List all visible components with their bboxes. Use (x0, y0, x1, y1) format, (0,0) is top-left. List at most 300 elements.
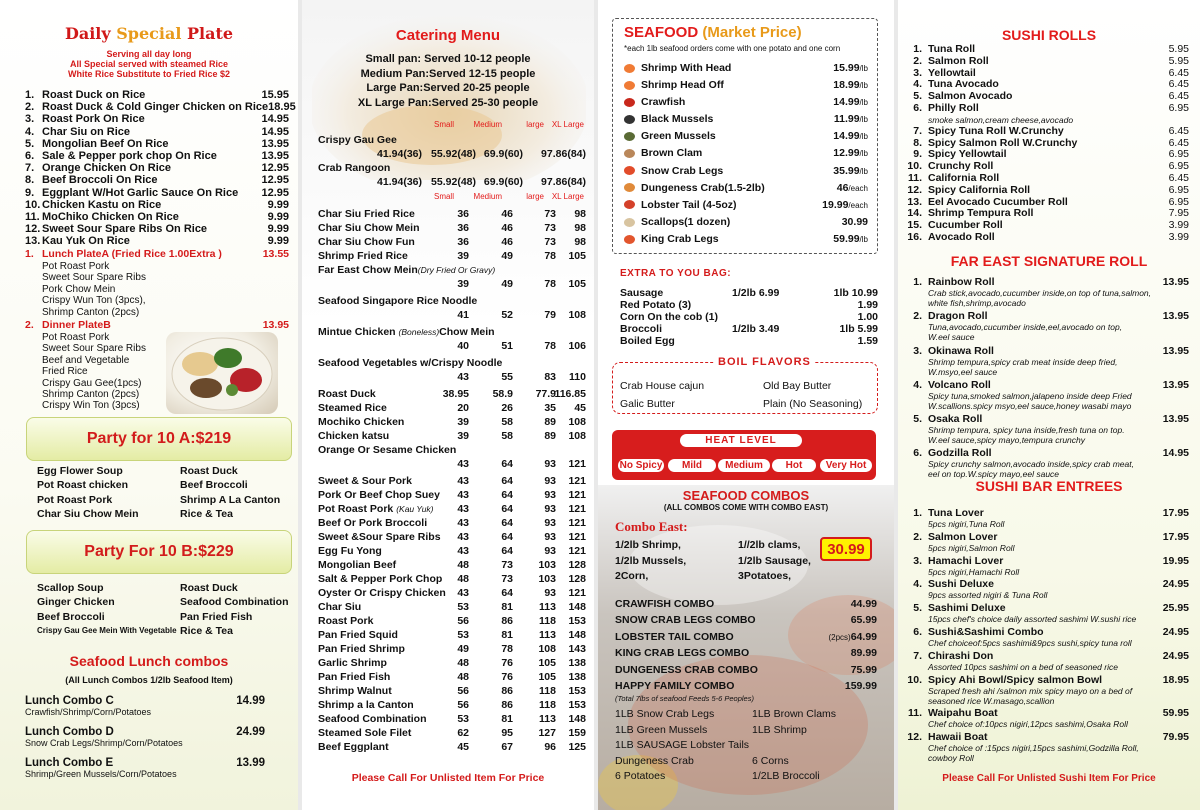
lunch-combo (25, 695, 291, 726)
catering-item-name (318, 530, 441, 544)
catering-price: 64 (501, 503, 513, 515)
dinnerB-header-left (25, 319, 111, 332)
lunch-combo-price: 24.99 (236, 726, 265, 738)
seafood-item-left (624, 111, 713, 128)
size-headers-1 (302, 120, 594, 130)
roll-desc: smoke salmon,cream cheese,avocado (928, 114, 1074, 125)
catering-item-label: Pan Fried Fish (318, 671, 391, 683)
catering-price: 93 (544, 458, 556, 470)
daily-special-panel (0, 0, 298, 810)
party-item: Beef Broccoli (180, 479, 248, 492)
sig-item (905, 447, 1189, 479)
special-item-left (25, 174, 158, 186)
roll-number: 10. (907, 160, 922, 173)
roll-name: Salmon Avocado (928, 90, 1013, 103)
sig-price: 14.95 (1162, 447, 1189, 460)
rangoon-price: 41.94(36) (377, 176, 422, 188)
catering-price: 43 (457, 517, 469, 529)
item-name: Roast Duck & Cold Ginger Chicken on Rice (42, 101, 269, 114)
item-name: Sale & Pepper pork chop On Rice (42, 149, 217, 162)
roll-price: 7.95 (1168, 207, 1189, 220)
party-b-left-list (37, 581, 177, 639)
combo-price: 64.99 (850, 630, 877, 643)
roll-name: Spicy California Roll (928, 183, 1031, 196)
sig-name: Dragon Roll (928, 310, 988, 323)
roll-price: 6.45 (1168, 78, 1189, 91)
bar-desc: seasoned rice W.masago,scallion (928, 695, 1055, 706)
seafood-item-left (624, 145, 702, 162)
bar-number: 12. (907, 731, 922, 744)
catering-price: 93 (544, 531, 556, 543)
item-name: Beef Broccoli On Rice (42, 174, 158, 187)
catering-price: 103 (538, 559, 556, 571)
lunch-combo (25, 757, 291, 788)
catering-price: 53 (457, 713, 469, 725)
roll-name: Philly Roll (928, 101, 979, 114)
catering-price: 125 (568, 741, 586, 753)
catering-price: 89 (544, 416, 556, 428)
catering-item-label: Seafood Vegetables w/Crispy Noodle (318, 357, 503, 369)
sig-item (905, 276, 1189, 308)
roll-number: 9. (913, 148, 922, 161)
combo-line: 6 Corns (752, 754, 789, 767)
bar-desc: Chef choiceof:5pcs sashimi&9pcs sushi,spicy tuna roll (928, 637, 1132, 648)
catering-price: 98 (574, 236, 586, 248)
extra-name: Boiled Egg (620, 335, 675, 347)
special-item-left (25, 187, 238, 199)
roll-number: 11. (907, 171, 922, 184)
roll-number: 2. (913, 54, 922, 67)
heat-title: HEAT LEVEL (680, 434, 802, 447)
catering-price: 116.85 (554, 388, 586, 400)
seafood-icon (624, 98, 635, 107)
combo-price-wrap (845, 678, 877, 695)
roll-name: Tuna Avocado (928, 78, 999, 91)
combo-line: 3Potatoes, (738, 570, 792, 582)
catering-price: 64 (501, 458, 513, 470)
combo-name: LOBSTER TAIL COMBO (615, 630, 734, 643)
special-item (25, 162, 289, 174)
catering-price: 49 (457, 643, 469, 655)
combo-price-wrap (851, 645, 877, 662)
bar-number: 11. (907, 707, 922, 720)
catering-price: 121 (568, 517, 586, 529)
bar-price: 17.95 (1162, 530, 1189, 543)
catering-price: 118 (539, 685, 556, 697)
combo-price: 65.99 (850, 614, 877, 627)
bar-number: 1. (913, 507, 922, 519)
catering-price: 121 (568, 531, 586, 543)
seafood-name: Lobster Tail (4-5oz) (641, 198, 737, 211)
combo-line: 1LB Snow Crab Legs (615, 708, 715, 720)
catering-item-name (318, 684, 392, 698)
roll-name: Salmon Roll (928, 54, 989, 67)
bar-item (905, 626, 1189, 648)
bar-row (905, 626, 1189, 638)
party-item: Char Siu Chow Mein (37, 508, 139, 521)
catering-price: 118 (539, 615, 556, 627)
catering-price: 110 (569, 371, 586, 383)
catering-price: 73 (544, 236, 556, 248)
roll-number: 7. (913, 124, 922, 137)
seafood-name: Dungeness Crab(1.5-2lb) (641, 181, 765, 194)
catering-price: 93 (544, 517, 556, 529)
item-number: 4. (25, 125, 35, 138)
combos-title: SEAFOOD COMBOS (682, 488, 810, 503)
special-subtitle-3: White Rice Substitute to Fried Rice $2 (67, 69, 231, 79)
lunchA-number: 1. (25, 248, 34, 260)
catering-item-name (318, 558, 396, 572)
heat-level-2: Medium (718, 459, 770, 472)
sushi-bar-title: SUSHI BAR ENTREES (975, 478, 1123, 494)
catering-item-label: Pot Roast Pork (318, 503, 397, 515)
seafood-price-wrap (842, 214, 868, 231)
party-item: Pan Fried Fish (180, 610, 253, 623)
gaugee-price: 97.86(84) (541, 148, 586, 160)
combo-line: 1/2lb Mussels, (615, 554, 687, 567)
item-price: 9.99 (267, 235, 289, 248)
bar-price: 24.95 (1162, 625, 1189, 638)
combo-line: 6 Potatoes (615, 770, 666, 782)
catering-price: 81 (501, 601, 513, 613)
combos-sub: (ALL COMBOS COME WITH COMBO EAST) (663, 503, 829, 512)
lunch-combo (25, 726, 291, 757)
item-number: 6. (25, 149, 35, 162)
seafood-icon (624, 64, 635, 73)
catering-price: 46 (501, 236, 513, 248)
seafood-price-wrap (833, 163, 868, 180)
catering-price: 43 (457, 475, 469, 487)
seafood-item-left (624, 214, 730, 231)
party-item: Scallop Soup (37, 582, 104, 594)
catering-item-label: Seafood Singapore Rice Noodle (318, 295, 478, 307)
catering-item-label: Char Siu Chow Mein (318, 222, 420, 234)
special-item-left (25, 138, 169, 150)
seafood-item (624, 128, 868, 145)
party-item: Beef Broccoli (37, 610, 105, 623)
seafood-item (624, 231, 868, 248)
rangoon-name: Crab Rangoon (318, 162, 391, 174)
catering-item-label: Beef Or Pork Broccoli (318, 517, 428, 529)
special-item (25, 89, 289, 101)
catering-price: 43 (457, 503, 469, 515)
roll-price: 6.95 (1168, 160, 1189, 173)
bar-price: 25.95 (1162, 602, 1189, 615)
lunch-combo-price: 13.99 (236, 757, 265, 769)
roll-name: Spicy Salmon Roll W.Crunchy (928, 136, 1078, 149)
seafood-price: 46 (836, 181, 849, 194)
rangoon-price: 69.9(60) (483, 176, 523, 188)
catering-price: 95 (501, 727, 513, 739)
bar-desc: Assorted 10pcs sashimi on a bed of seasoned rice (928, 661, 1118, 672)
seafood-item-left (624, 163, 723, 180)
bar-price: 17.95 (1162, 507, 1189, 519)
special-item (25, 150, 289, 162)
catering-price: 56 (457, 699, 469, 711)
special-item (25, 174, 289, 186)
catering-price: 20 (457, 402, 469, 414)
seafood-price-wrap (837, 180, 868, 197)
extra-list (620, 287, 878, 347)
seafood-item (624, 180, 868, 197)
catering-item-label: Shrimp Walnut (318, 685, 392, 697)
catering-price: 56 (457, 685, 469, 697)
seafood-item (624, 163, 868, 180)
daily-special-title: Daily Special Plate (64, 24, 234, 43)
item-price: 9.99 (267, 198, 289, 211)
sig-number: 2. (913, 310, 922, 323)
sig-row (905, 345, 1189, 357)
sig-number: 1. (913, 276, 922, 288)
seafood-name: Shrimp Head Off (641, 79, 724, 92)
daily-special-list (25, 89, 296, 248)
bar-desc: 15pcs chef's choice daily assorted sashimi W.sushi rice (928, 614, 1137, 625)
extra-half: 1/2lb 3.49 (732, 323, 780, 335)
item-number: 5. (25, 137, 35, 150)
catering-price: 105 (568, 250, 586, 262)
sig-desc: Spicy crunchy salmon,avocado inside,spicy crab meat, (928, 459, 1134, 470)
catering-item-label: Mochiko Chicken (318, 416, 405, 428)
sig-left (905, 345, 994, 357)
bar-item (905, 555, 1189, 577)
catering-price: 43 (457, 531, 469, 543)
catering-price: 93 (544, 489, 556, 501)
item-price: 9.99 (267, 223, 289, 236)
sig-desc: W.msyo,eel sauce (928, 366, 998, 377)
catering-item-name (318, 656, 387, 670)
sushi-roll-item (905, 232, 1189, 244)
bar-desc: Scraped fresh ahi /salmon mix spicy mayo on a bed of (928, 685, 1133, 696)
sig-row (905, 276, 1189, 288)
sig-left (905, 447, 992, 459)
seafood-price: 11.99 (833, 113, 860, 126)
bar-name: Hawaii Boat (928, 731, 988, 744)
dinnerB-item: Crispy Gau Gee(1pcs) (42, 377, 142, 389)
combo-item (615, 629, 877, 645)
catering-price: 39 (457, 416, 469, 428)
extra-full: 1.99 (857, 299, 878, 311)
catering-price: 105 (568, 278, 586, 290)
bar-left (905, 707, 998, 719)
roll-price: 6.95 (1168, 183, 1189, 196)
combo-name: KING CRAB LEGS COMBO (615, 647, 750, 660)
roll-price: 6.95 (1168, 148, 1189, 161)
bar-desc: 9pcs assorted nigiri & Tuna Roll (928, 590, 1048, 601)
sig-left (905, 276, 995, 288)
catering-item-name (318, 614, 373, 628)
catering-item-label: Char Siu Chow Fun (318, 236, 415, 248)
item-number: 13. (25, 235, 41, 248)
roll-price: 6.45 (1168, 124, 1189, 137)
combo-east-left (615, 538, 686, 585)
seafood-unit: /lb (859, 234, 868, 244)
seafood-name: Brown Clam (641, 147, 703, 160)
combo-price: 75.99 (850, 663, 877, 676)
item-number: 1. (25, 89, 35, 101)
catering-price: 43 (457, 371, 469, 383)
roll-price: 6.45 (1168, 136, 1189, 149)
special-item-left (25, 199, 161, 211)
item-name: Chicken Kastu on Rice (42, 198, 162, 211)
lunch-combo-desc: Shrimp/Green Mussels/Corn/Potatoes (25, 769, 177, 779)
sushi-rolls-title: SUSHI ROLLS (1001, 27, 1097, 43)
seafood-unit: /lb (859, 81, 868, 91)
seafood-name: King Crab Legs (641, 232, 719, 245)
catering-price: 121 (568, 458, 586, 470)
catering-panel (302, 0, 594, 810)
catering-price: 58.9 (492, 388, 513, 400)
catering-item-label: Steamed Rice (318, 402, 387, 414)
roll-name: Yellowtail (928, 66, 976, 79)
combo-east-title: Combo East: (615, 519, 688, 534)
extra-name: Sausage (620, 287, 664, 299)
seafood-unit: /lb (859, 149, 868, 159)
seafood-price-wrap (833, 231, 868, 248)
item-number: 7. (25, 162, 35, 175)
happy-right (752, 707, 836, 785)
party-item: Egg Flower Soup (37, 465, 123, 477)
item-price: 15.95 (261, 89, 289, 101)
signature-title: FAR EAST SIGNATURE ROLL (950, 253, 1148, 269)
seafood-icon (624, 218, 635, 227)
item-name: Mongolian Beef On Rice (42, 137, 169, 150)
combo-price-wrap (851, 612, 877, 629)
bar-desc: cowboy Roll (928, 753, 974, 764)
catering-price: 159 (568, 727, 586, 739)
special-item (25, 187, 289, 199)
bar-name: Hamachi Lover (928, 554, 1004, 567)
combo-line (752, 738, 836, 754)
lunch-combos-list (25, 695, 291, 788)
catering-price: 113 (539, 713, 556, 725)
bar-left (905, 731, 988, 743)
roll-name: Eel Avocado Cucumber Roll (928, 195, 1068, 208)
special-item (25, 235, 289, 247)
item-price: 12.95 (261, 186, 289, 199)
combo-price-wrap (828, 629, 877, 646)
catering-price: 64 (501, 531, 513, 543)
roll-price: 6.95 (1168, 101, 1189, 114)
dinnerB-item: Crispy Win Ton (3pcs) (42, 400, 140, 412)
bar-row (905, 507, 1189, 519)
seafood-icon (624, 132, 635, 141)
seafood-price: 30.99 (841, 215, 868, 228)
seafood-price: 35.99 (833, 164, 860, 177)
sushi-roll-row (905, 103, 1189, 115)
catering-price: 45 (457, 741, 469, 753)
seafood-unit: /lb (859, 115, 868, 125)
sig-price: 13.95 (1162, 310, 1189, 323)
sig-price: 13.95 (1162, 276, 1189, 288)
catering-price: 39 (457, 250, 469, 262)
catering-item-label: Egg Fu Yong (318, 545, 382, 557)
sushi-footer: Please Call For Unlisted Sushi Item For Price (942, 773, 1156, 784)
catering-item-label: Orange Or Sesame Chicken (318, 444, 457, 456)
sig-item (905, 345, 1189, 377)
catering-price: 128 (568, 573, 586, 585)
bar-number: 5. (913, 602, 922, 615)
special-item (25, 223, 289, 235)
bar-name: Waipahu Boat (928, 707, 998, 720)
lunchA-item: Pot Roast Pork (42, 261, 110, 272)
seafood-item (624, 145, 868, 162)
catering-price: 64 (501, 489, 513, 501)
catering-price: 148 (568, 601, 586, 613)
special-item (25, 113, 289, 125)
bar-item (905, 650, 1189, 672)
special-item-left (25, 211, 179, 223)
combo-price-wrap (851, 596, 877, 613)
combo-price: 44.99 (850, 598, 877, 610)
catering-price: 53 (457, 629, 469, 641)
combo-line: 1//2lb clams, (738, 539, 801, 551)
heat-level-1: Mild (668, 459, 716, 472)
bar-name: Tuna Lover (928, 507, 984, 519)
party-item: Roast Duck (180, 582, 238, 594)
combo-item (615, 662, 877, 678)
seafood-price: 19.99 (822, 198, 849, 211)
bar-left (905, 650, 993, 662)
dinnerB-number: 2. (25, 319, 34, 331)
catering-price: 113 (539, 601, 556, 613)
item-price: 13.95 (261, 137, 289, 150)
item-price: 13.95 (261, 149, 289, 162)
roll-number: 4. (913, 78, 922, 91)
bar-item (905, 674, 1189, 706)
dinnerB-item: Sweet Sour Spare Ribs (42, 343, 146, 355)
roll-name: Cucumber Roll (928, 219, 1003, 232)
size-label: Small (433, 192, 454, 201)
roll-number: 14. (907, 207, 922, 220)
catering-price: 49 (501, 278, 513, 290)
catering-price: 121 (568, 545, 586, 557)
special-item-left (25, 101, 268, 113)
catering-price: 58 (501, 430, 513, 442)
catering-price: 76 (501, 671, 513, 683)
combo-line: 1LB Green Mussels (615, 723, 708, 736)
catering-price: 43 (457, 545, 469, 557)
party-item: Seafood Combination (180, 596, 289, 609)
catering-price: 148 (568, 629, 586, 641)
bar-name: Chirashi Don (928, 649, 994, 662)
sig-row (905, 379, 1189, 391)
catering-item-label: Shrimp Fried Rice (318, 250, 408, 262)
seafood-icon (624, 81, 635, 90)
pan-size: XL Large Pan:Served 25-30 people (357, 96, 539, 109)
gaugee-name: Crispy Gau Gee (318, 134, 397, 146)
catering-price: 81 (501, 629, 513, 641)
catering-price: 38.95 (442, 388, 469, 400)
catering-price: 53 (457, 601, 469, 613)
sig-desc: Shrimp tempura, spicy tuna inside,fresh tuna on top. (928, 425, 1125, 436)
combo-item (615, 596, 877, 612)
roll-price: 5.95 (1168, 54, 1189, 67)
seafood-name: Black Mussels (641, 113, 714, 126)
seafood-icon (624, 166, 635, 175)
bar-left (905, 531, 997, 543)
catering-price: 36 (457, 236, 469, 248)
item-name: Roast Pork On Rice (42, 113, 145, 126)
item-number: 3. (25, 113, 35, 126)
sushi-roll-row (905, 232, 1189, 244)
catering-price: 58 (501, 416, 513, 428)
roll-name: Spicy Tuna Roll W.Crunchy (928, 124, 1064, 137)
catering-price: 77.9 (535, 388, 556, 400)
catering-price: 153 (568, 685, 586, 697)
catering-price: 64 (501, 545, 513, 557)
bar-desc: 5pcs nigiri,Tuna Roll (928, 519, 1005, 529)
seafood-icon (624, 200, 635, 209)
